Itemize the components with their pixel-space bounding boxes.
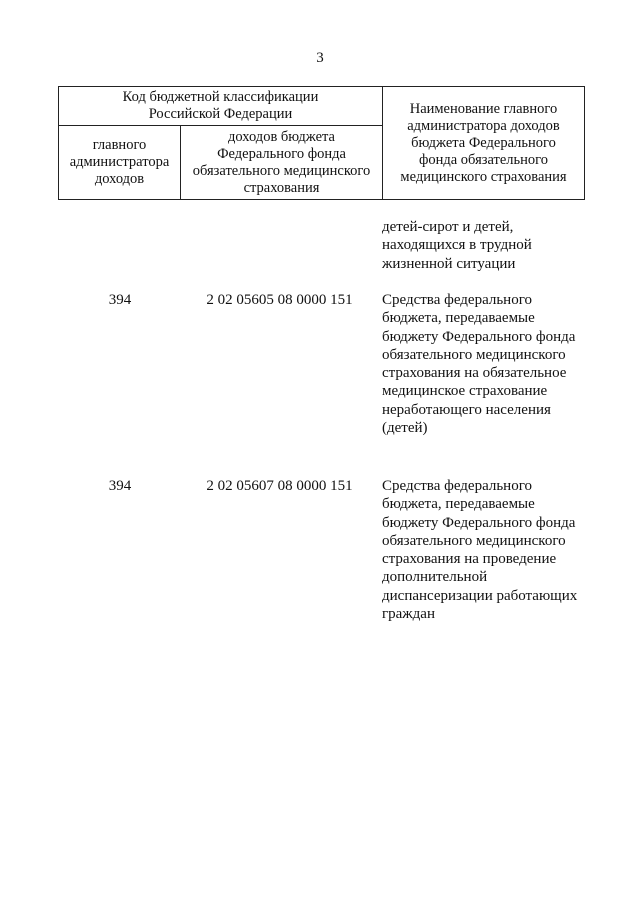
row-2-name: Средства федерального бюджета, передаваемые бюджету Федерального фонда обязательного медицинского страхования на проведение дополнительной диспансеризации работающих граждан	[382, 478, 578, 623]
header-col-name-text: Наименование главного администратора доходов бюджета Федерального фонда обязательного медицинского страхования	[400, 101, 567, 185]
row-1-admin-code: 394	[108, 292, 132, 308]
header-group-title-text: Код бюджетной классификации Российской Федерации	[122, 89, 319, 122]
page-number: 3	[316, 50, 324, 66]
header-col-income-text: доходов бюджета Федерального фонда обязательного медицинского страхования	[192, 128, 371, 196]
row-1-kbk: 2 02 05605 08 0000 151	[206, 292, 353, 308]
row-2-admin-code: 394	[108, 478, 132, 494]
header-col-income	[181, 125, 382, 200]
table-header	[58, 86, 585, 200]
header-col-admin	[59, 125, 180, 200]
header-divider-group	[59, 125, 382, 126]
row-1-name: Средства федерального бюджета, передаваемые бюджету Федерального фонда обязательного медицинского страхования на обязательное медицинское страхование неработающего населения (детей)	[382, 292, 576, 437]
header-col-name	[383, 87, 584, 200]
continuation-name: детей-сирот и детей, находящихся в трудной жизненной ситуации	[382, 219, 532, 272]
header-group-title	[59, 87, 382, 125]
header-divider-main	[382, 87, 383, 200]
header-col-admin-text: главного администратора доходов	[69, 137, 170, 187]
row-2-kbk: 2 02 05607 08 0000 151	[206, 478, 353, 494]
header-divider-sub	[180, 125, 181, 200]
